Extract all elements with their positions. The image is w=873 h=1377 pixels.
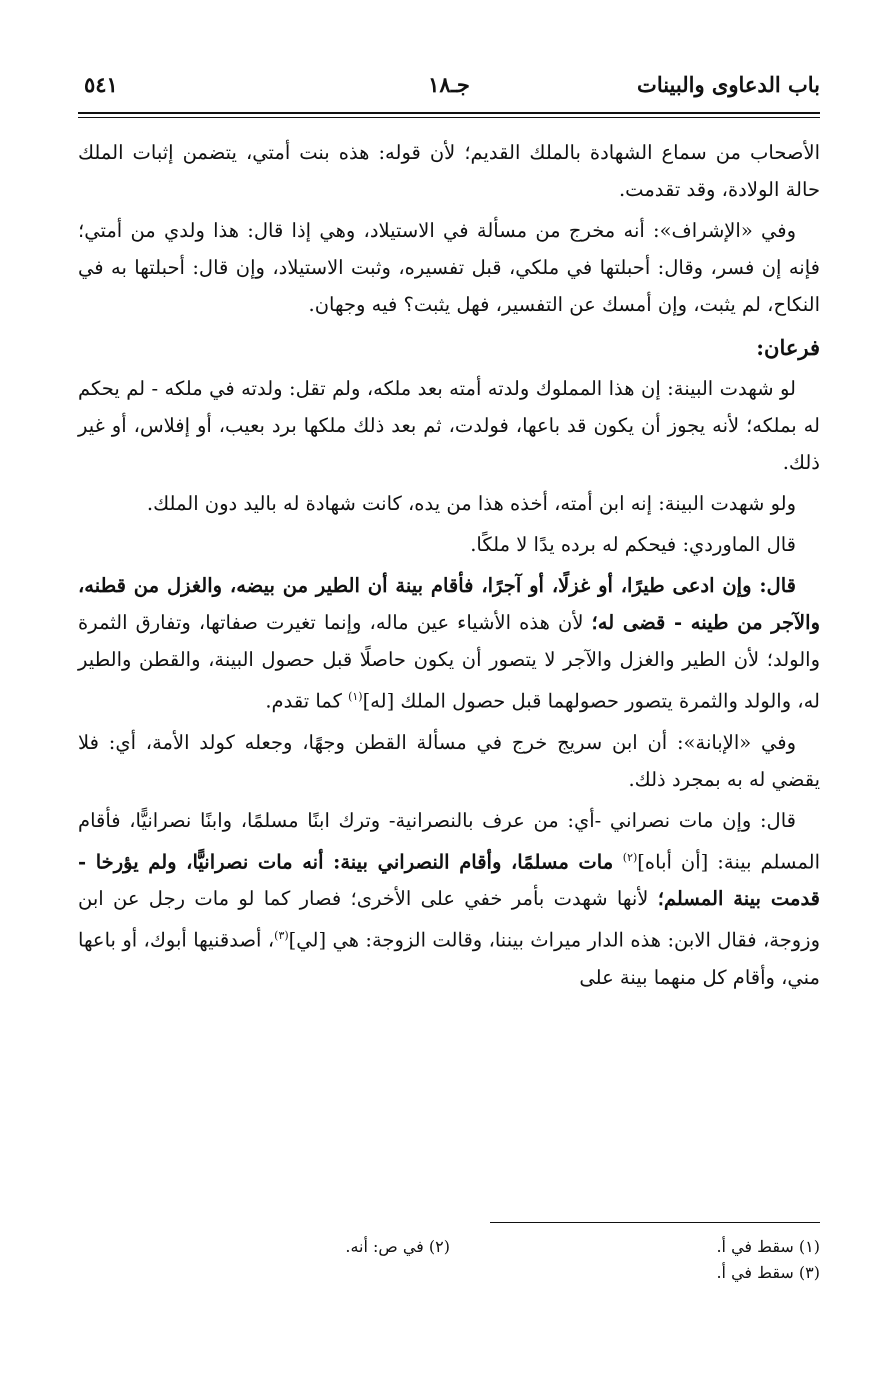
header-rule — [78, 112, 820, 114]
text: كما تقدم. — [265, 689, 349, 713]
paragraph: وفي «الإشراف»: أنه مخرج من مسألة في الاستيلاد، وهي إذا قال: هذا ولدي من أمتي؛ فإنه إن فسر، وقال: أحبلتها في ملكي، قبل تفسيره، وثبت الاستيلاد، وإن قال: أحبلتها به في النكاح، لم يثبت، وإن أمسك عن التفسير، فهل يثبت؟ فيه وجهان. — [78, 219, 820, 316]
running-header — [78, 62, 820, 106]
paragraph: قال الماوردي: فيحكم له برده يدًا لا ملكًا. — [470, 533, 796, 556]
footnote-ref[interactable]: (١) — [348, 690, 363, 703]
footnote: (١) سقط في أ. — [716, 1237, 820, 1256]
bold-text: مات مسلمًا، وأقام النصراني بينة: أنه مات نصرانيًّا، ولم يؤرخا - قدمت بينة المسلم؛ — [78, 850, 820, 910]
volume-number: جـ١٨ — [428, 72, 470, 97]
chapter-title: باب الدعاوى والبينات — [637, 72, 820, 97]
paragraph — [78, 567, 820, 720]
document-page — [78, 62, 821, 989]
text: -أي: من عرف بالنصرانية- — [380, 808, 610, 832]
section-heading: فرعان: — [756, 335, 820, 360]
text: وترك ابنًا مسلمًا، وابنًا نصرانيًّا، فأقام المسلم بينة: [أن أباه] — [78, 808, 821, 873]
text: لأنها شهدت بأمر خفي على الأخرى؛ فصار كما لو مات رجل عن ابن وزوجة، فقال الابن: هذه الدار ميراث بيننا، وقالت الزوجة: هي [لي] — [78, 887, 820, 952]
text: قال: وإن مات نصراني — [609, 808, 796, 832]
paragraph — [78, 802, 820, 996]
footnote: (٣) سقط في أ. — [716, 1263, 820, 1282]
body-text — [78, 134, 820, 1000]
footnote-row — [78, 1234, 820, 1260]
paragraph: الأصحاب من سماع الشهادة بالملك القديم؛ لأن قوله: هذه بنت أمتي، يتضمن إثبات الملك حالة الولادة، وقد تقدمت. — [78, 141, 820, 201]
header-rule-thin — [78, 117, 820, 118]
text: لأن هذه الأشياء عين ماله، وإنما تغيرت صفاتها، وتفارق الثمرة والولد؛ لأن الطير والغزل والآجر لا يتصور أن يكون حاصلًا قبل حصول البينة، والقطن والطير له، والولد والثمرة يتصور حصولهما قبل حصول الملك [له] — [78, 611, 820, 713]
footnote-ref[interactable]: (٣) — [274, 929, 289, 942]
paragraph: ولو شهدت البينة: إنه ابن أمته، أخذه هذا من يده، كانت شهادة له باليد دون الملك. — [146, 492, 796, 515]
footnote-ref[interactable]: (٢) — [622, 850, 638, 864]
footnote-rule — [490, 1222, 820, 1223]
footnote: (٢) في ص: أنه. — [345, 1237, 450, 1256]
bold-text: قال: وإن ادعى طيرًا، أو غزلًا، أو آجرًا، فأقام بينة أن الطير من بيضه، والغزل من قطنه، والآجر من طينه - قضى له؛ — [78, 574, 820, 634]
footnote-row — [78, 1260, 820, 1286]
page-number: ٥٤١ — [84, 72, 118, 97]
paragraph: وفي «الإبانة»: أن ابن سريج خرج في مسألة القطن وجهًا، وجعله كولد الأمة، أي: فلا يقضي له به بمجرد ذلك. — [78, 730, 820, 791]
paragraph: لو شهدت البينة: إن هذا المملوك ولدته أمته بعد ملكه، ولم تقل: ولدته في ملكه - لم يحكم له بملكه؛ لأنه يجوز أن يكون قد باعها، فولدت، ثم بعد ذلك ملكها برد بعيب، أو إفلاس، أو غير ذلك. — [78, 377, 820, 474]
text: ، أصدقنيها أبوك، أو باعها مني، وأقام كل منهما بينة على — [78, 928, 820, 989]
footnotes — [78, 1234, 820, 1286]
